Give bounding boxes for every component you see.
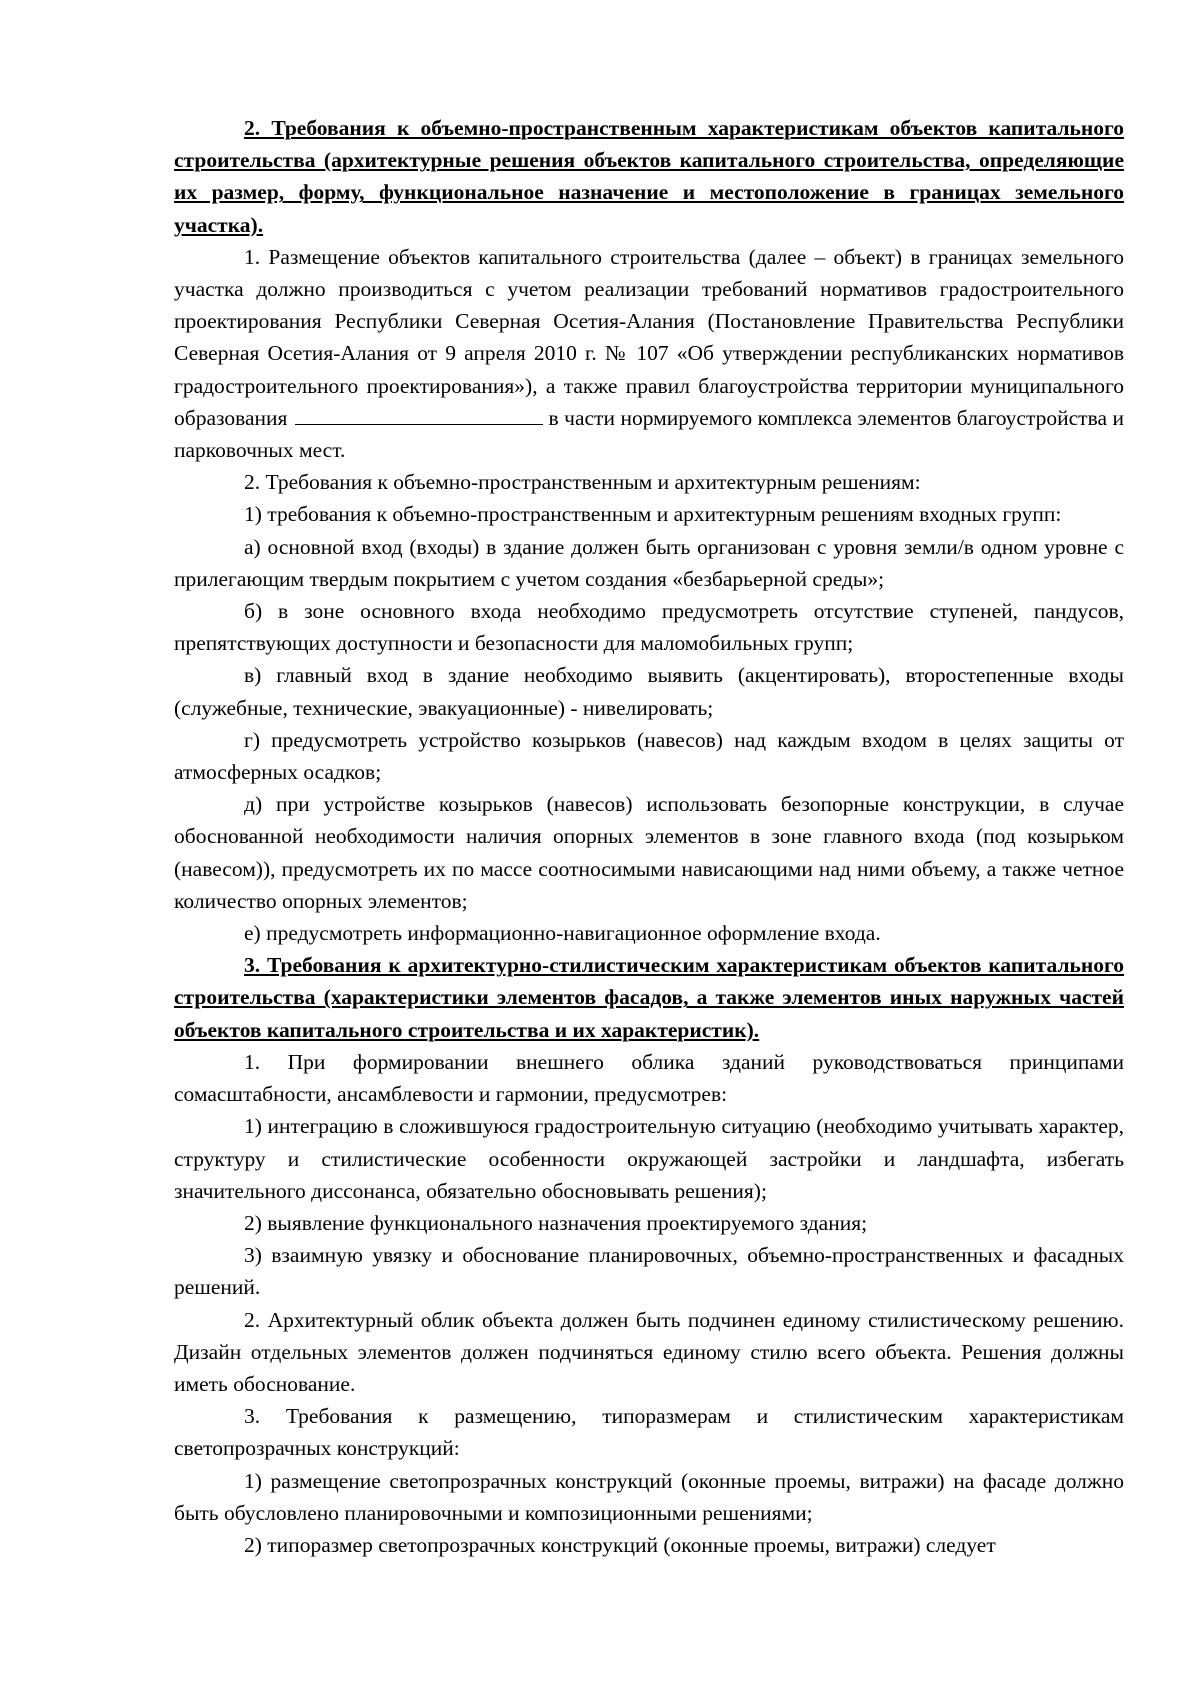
list-item-g: г) предусмотреть устройство козырьков (навесов) над каждым входом в целях защиты от атмосферных осадков; <box>174 727 1124 785</box>
list-item-b: б) в зоне основного входа необходимо предусмотреть отсутствие ступеней, пандусов, препятствующих доступности и безопасности для маломобильных групп; <box>174 599 1124 656</box>
section-2-heading: 2. Требования к объемно-пространственным характеристикам объектов капитального строительства (архитектурные решения объектов капитального строительства, определяющие их размер, форму, функциональное назначение и местоположение в границах земельного участка). <box>174 116 1124 237</box>
section-3-heading: 3. Требования к архитектурно-стилистическим характеристикам объектов капитального строительства (характеристики элементов фасадов, а также элементов иных наружных частей объектов капитального строительства и их характеристик). <box>174 953 1124 1042</box>
section-3-paragraph-1-item-1: 1) интеграцию в сложившуюся градостроительную ситуацию (необходимо учитывать характер, структуру и стилистические особенности окружающей застройки и ландшафта, избегать значительного диссонанса, обязательно обосновывать решения); <box>174 1114 1124 1203</box>
document-page <box>174 112 1124 1561</box>
section-3-paragraph-1: 1. При формировании внешнего облика зданий руководствоваться принципами сомасштабности, ансамблевости и гармонии, предусмотрев: <box>174 1049 1124 1107</box>
list-item-d: д) при устройстве козырьков (навесов) использовать безопорные конструкции, в случае обоснованной необходимости наличия опорных элементов в зоне главного входа (под козырьком (навесом)), предусмотреть их по массе соотносимыми нависающими над ними объему, а также четное количество опорных элементов; <box>174 792 1124 913</box>
section-3-paragraph-3-item-1: 1) размещение светопрозрачных конструкций (оконные проемы, витражи) на фасаде должно быть обусловлено планировочными и композиционными решениями; <box>174 1468 1124 1525</box>
section-3-paragraph-3: 3. Требования к размещению, типоразмерам и стилистическим характеристикам светопрозрачных конструкций: <box>174 1404 1124 1461</box>
section-2-paragraph-1-text: 1. Размещение объектов капитального строительства (далее – объект) в границах земельного участка должно производиться с учетом реализации требований нормативов градостроительного проектирования Республики Северная Осетия-Алания (Постановление Правительства Республики Северная Осетия-Алания от 9 апреля 2010 г. № 107 «Об утверждении республиканских нормативов градостроительного проектирования»), а также правил благоустройства территории муниципального образования <box>174 244 1124 430</box>
list-item-v: в) главный вход в здание необходимо выявить (акцентировать), второстепенные входы (служебные, технические, эвакуационные) - нивелировать; <box>174 663 1124 720</box>
section-2-paragraph-3: 1) требования к объемно-пространственным и архитектурным решениям входных групп: <box>244 502 1062 527</box>
section-2-paragraph-1 <box>174 241 1124 466</box>
blank-fill-line <box>295 404 543 425</box>
list-item-a: а) основной вход (входы) в здание должен быть организован с уровня земли/в одном уровне с прилегающим твердым покрытием с учетом создания «безбарьерной среды»; <box>174 534 1124 591</box>
section-3-paragraph-2: 2. Архитектурный облик объекта должен быть подчинен единому стилистическому решению. Дизайн отдельных элементов должен подчиняться единому стилю всего объекта. Решения должны иметь обоснование. <box>174 1307 1124 1396</box>
list-item-e: е) предусмотреть информационно-навигационное оформление входа. <box>244 921 881 946</box>
section-3-paragraph-3-item-2: 2) типоразмер светопрозрачных конструкций (оконные проемы, витражи) следует <box>244 1532 996 1557</box>
section-3-paragraph-1-item-3: 3) взаимную увязку и обоснование планировочных, объемно-пространственных и фасадных решений. <box>174 1243 1124 1300</box>
section-2-paragraph-2: 2. Требования к объемно-пространственным и архитектурным решениям: <box>244 470 921 495</box>
section-3-paragraph-1-item-2: 2) выявление функционального назначения проектируемого здания; <box>244 1210 868 1235</box>
section-2-paragraph-1-continuation: в части нормируемого комплекса элементов благоустройства и парковочных мест. <box>174 405 1125 463</box>
